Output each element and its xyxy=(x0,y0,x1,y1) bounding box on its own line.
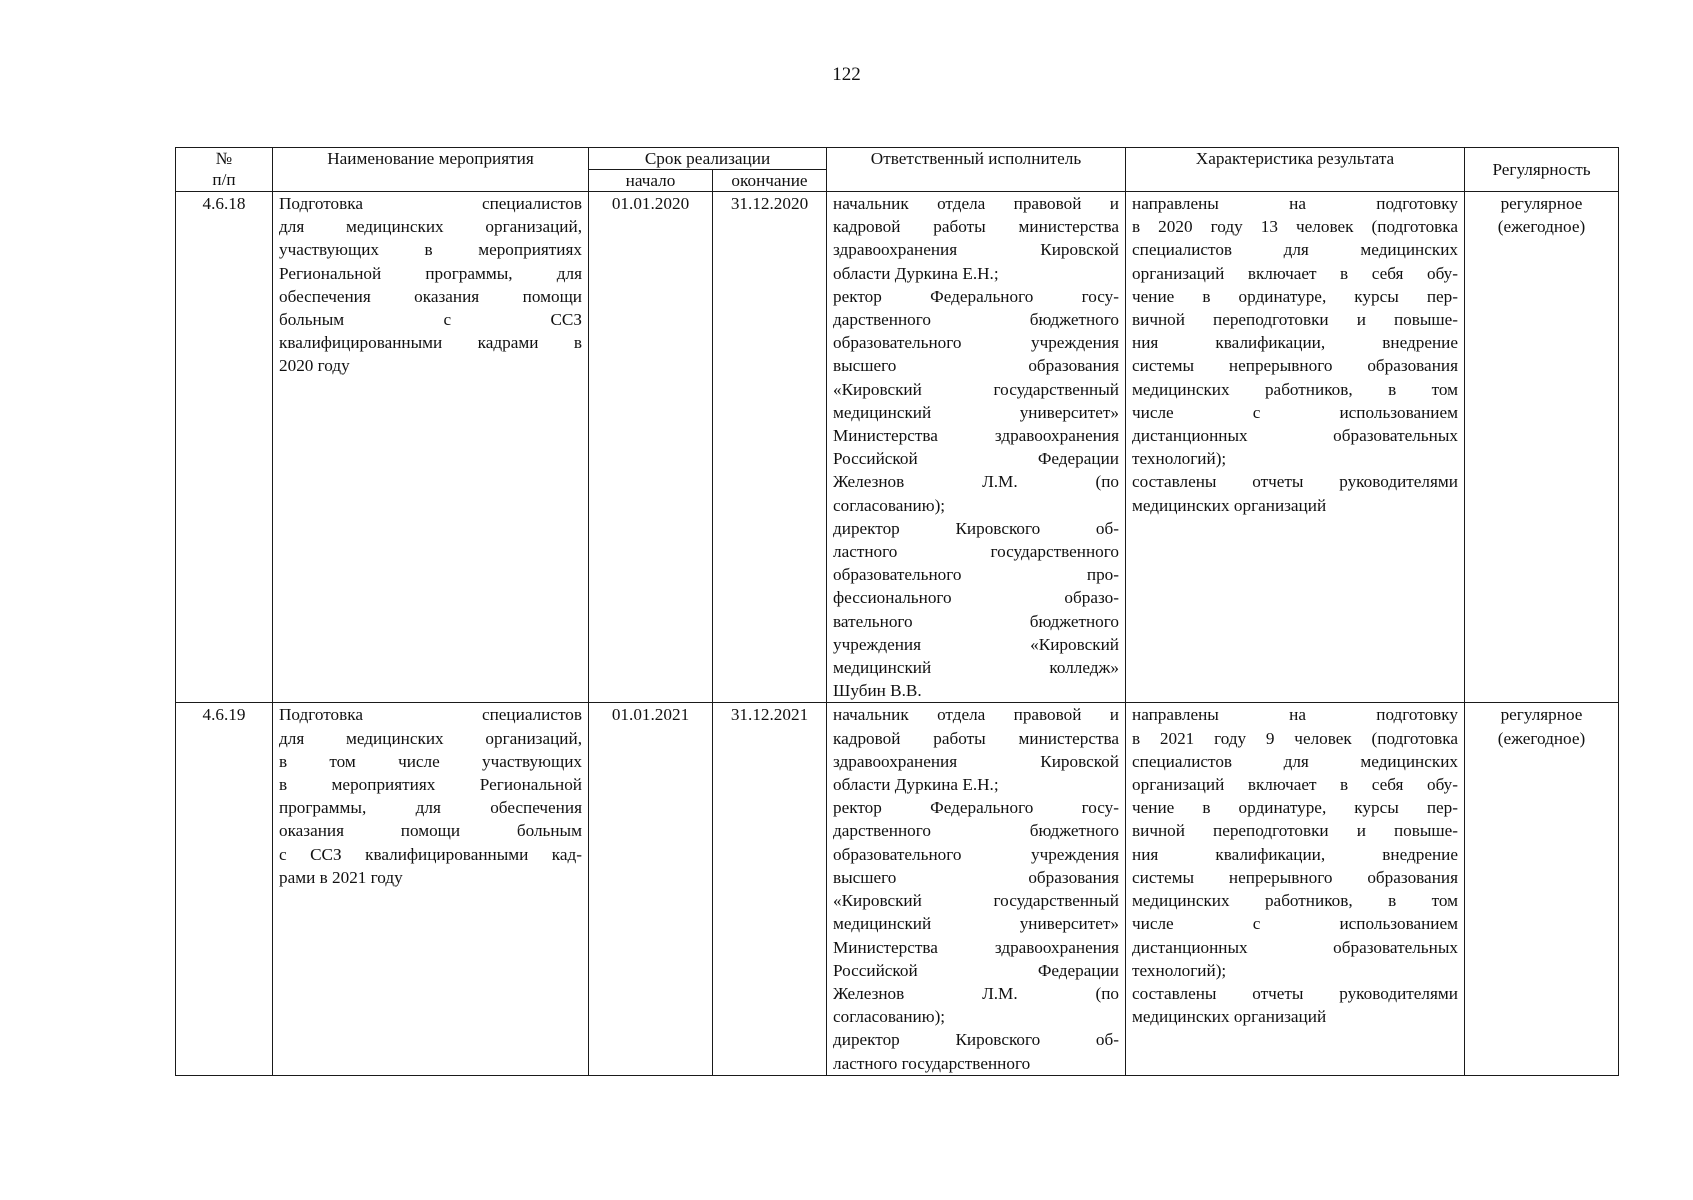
result-line: технологий); xyxy=(1132,960,1227,980)
result-description xyxy=(1126,192,1465,703)
responsible-line: ластного государственного xyxy=(833,542,1119,562)
responsible-line: кадровой работы министерства xyxy=(833,728,1119,748)
responsible-line: образовательного про- xyxy=(833,565,1119,585)
responsible-line: «Кировский государственный xyxy=(833,891,1119,911)
result-line: медицинских организаций xyxy=(1132,1007,1327,1027)
result-line: медицинских организаций xyxy=(1132,495,1327,515)
result-line: системы непрерывного образования xyxy=(1132,867,1458,887)
responsible-line: директор Кировского об- xyxy=(833,518,1119,538)
responsible-line: согласованию); xyxy=(833,1007,946,1027)
header-num-line1: № xyxy=(215,149,233,168)
result-line: числе с использованием xyxy=(1132,402,1458,422)
result-line: чение в ординатуре, курсы пер- xyxy=(1132,798,1458,818)
regularity-line: (ежегодное) xyxy=(1497,728,1586,748)
responsible-line: медицинский университет» xyxy=(833,914,1119,934)
header-start: начало xyxy=(589,170,713,192)
responsible-line: согласованию); xyxy=(833,495,946,515)
header-name: Наименование мероприятия xyxy=(273,148,589,192)
responsible-line: области Дуркина Е.Н.; xyxy=(833,263,999,283)
responsible-line: кадровой работы министерства xyxy=(833,217,1119,237)
result-line: в 2020 году 13 человек (подготовка xyxy=(1132,217,1458,237)
result-line: числе с использованием xyxy=(1132,914,1458,934)
responsible-line: Железнов Л.М. (по xyxy=(833,472,1119,492)
header-num xyxy=(176,148,273,192)
responsible-line: учреждения «Кировский xyxy=(833,634,1119,654)
responsible-executor xyxy=(827,192,1126,703)
event-name-line: для медицинских организаций, xyxy=(279,217,582,237)
responsible-line: высшего образования xyxy=(833,867,1119,887)
result-line: организаций включает в себя обу- xyxy=(1132,263,1458,283)
event-name xyxy=(273,703,589,1075)
result-line: дистанционных образовательных xyxy=(1132,937,1458,957)
result-line: специалистов для медицинских xyxy=(1132,240,1458,260)
responsible-line: Министерства здравоохранения xyxy=(833,937,1119,957)
start-date: 01.01.2021 xyxy=(589,703,713,1075)
responsible-line: дарственного бюджетного xyxy=(833,310,1119,330)
event-name-line: оказания помощи больным xyxy=(279,821,582,841)
responsible-line: Железнов Л.М. (по xyxy=(833,983,1119,1003)
responsible-line: Шубин В.В. xyxy=(833,681,922,701)
event-name-line: рами в 2021 году xyxy=(279,867,403,887)
responsible-line: Российской Федерации xyxy=(833,960,1119,980)
header-end: окончание xyxy=(713,170,827,192)
result-line: медицинских работников, в том xyxy=(1132,379,1458,399)
responsible-line: фессионального образо- xyxy=(833,588,1119,608)
event-name-line: обеспечения оказания помощи xyxy=(279,286,582,306)
responsible-line: Министерства здравоохранения xyxy=(833,426,1119,446)
result-line: вичной переподготовки и повыше- xyxy=(1132,310,1458,330)
event-name-line: квалифицированными кадрами в xyxy=(279,333,582,353)
responsible-line: здравоохранения Кировской xyxy=(833,240,1119,260)
result-line: вичной переподготовки и повыше- xyxy=(1132,821,1458,841)
regularity xyxy=(1465,703,1619,1075)
end-date: 31.12.2021 xyxy=(713,703,827,1075)
responsible-line: начальник отдела правовой и xyxy=(833,194,1119,213)
responsible-line: области Дуркина Е.Н.; xyxy=(833,775,999,795)
event-name xyxy=(273,192,589,703)
responsible-line: ректор Федерального госу- xyxy=(833,286,1119,306)
result-line: чение в ординатуре, курсы пер- xyxy=(1132,286,1458,306)
result-line: составлены отчеты руководителями xyxy=(1132,472,1458,492)
responsible-line: образовательного учреждения xyxy=(833,333,1119,353)
result-description xyxy=(1126,703,1465,1075)
result-line: направлены на подготовку xyxy=(1132,705,1458,725)
responsible-line: ректор Федерального госу- xyxy=(833,798,1119,818)
header-row-1 xyxy=(176,148,1619,170)
event-name-line: с ССЗ квалифицированными кад- xyxy=(279,844,582,864)
result-line: ния квалификации, внедрение xyxy=(1132,333,1458,353)
table-header xyxy=(176,148,1619,192)
header-num-line2: п/п xyxy=(212,170,236,189)
responsible-line: образовательного учреждения xyxy=(833,844,1119,864)
event-name-line: участвующих в мероприятиях xyxy=(279,240,582,260)
responsible-line: медицинский университет» xyxy=(833,402,1119,422)
page-number: 122 xyxy=(832,64,861,85)
responsible-line: ластного государственного xyxy=(833,1053,1031,1073)
responsible-line: начальник отдела правовой и xyxy=(833,705,1119,725)
responsible-line: высшего образования xyxy=(833,356,1119,376)
responsible-line: медицинский колледж» xyxy=(833,658,1119,678)
regularity-line: регулярное xyxy=(1500,705,1583,725)
result-line: составлены отчеты руководителями xyxy=(1132,983,1458,1003)
table-body xyxy=(176,192,1619,1076)
end-date: 31.12.2020 xyxy=(713,192,827,703)
event-name-line: в мероприятиях Региональной xyxy=(279,775,582,795)
event-name-line: Подготовка специалистов xyxy=(279,705,582,725)
table-row xyxy=(176,703,1619,1075)
row-number: 4.6.19 xyxy=(176,703,273,1075)
event-name-line: Региональной программы, для xyxy=(279,263,582,283)
responsible-line: вательного бюджетного xyxy=(833,611,1119,631)
header-result: Характеристика результата xyxy=(1126,148,1465,192)
table-row xyxy=(176,192,1619,703)
responsible-line: здравоохранения Кировской xyxy=(833,751,1119,771)
event-name-line: больным с ССЗ xyxy=(279,310,582,330)
result-line: технологий); xyxy=(1132,449,1227,469)
responsible-line: «Кировский государственный xyxy=(833,379,1119,399)
responsible-line: Российской Федерации xyxy=(833,449,1119,469)
responsible-line: дарственного бюджетного xyxy=(833,821,1119,841)
event-name-line: программы, для обеспечения xyxy=(279,798,582,818)
header-period: Срок реализации xyxy=(589,148,827,170)
row-number: 4.6.18 xyxy=(176,192,273,703)
header-regularity: Регулярность xyxy=(1465,148,1619,192)
result-line: медицинских работников, в том xyxy=(1132,891,1458,911)
result-line: дистанционных образовательных xyxy=(1132,426,1458,446)
event-name-line: Подготовка специалистов xyxy=(279,194,582,213)
result-line: направлены на подготовку xyxy=(1132,194,1458,213)
responsible-executor xyxy=(827,703,1126,1075)
event-name-line: для медицинских организаций, xyxy=(279,728,582,748)
regularity-line: (ежегодное) xyxy=(1497,217,1586,237)
event-name-line: 2020 году xyxy=(279,356,350,376)
responsible-line: директор Кировского об- xyxy=(833,1030,1119,1050)
result-line: организаций включает в себя обу- xyxy=(1132,775,1458,795)
result-line: ния квалификации, внедрение xyxy=(1132,844,1458,864)
regularity xyxy=(1465,192,1619,703)
header-responsible: Ответственный исполнитель xyxy=(827,148,1126,192)
events-table xyxy=(175,147,1619,1076)
result-line: системы непрерывного образования xyxy=(1132,356,1458,376)
start-date: 01.01.2020 xyxy=(589,192,713,703)
event-name-line: в том числе участвующих xyxy=(279,751,582,771)
result-line: в 2021 году 9 человек (подготовка xyxy=(1132,728,1458,748)
result-line: специалистов для медицинских xyxy=(1132,751,1458,771)
regularity-line: регулярное xyxy=(1500,194,1583,213)
